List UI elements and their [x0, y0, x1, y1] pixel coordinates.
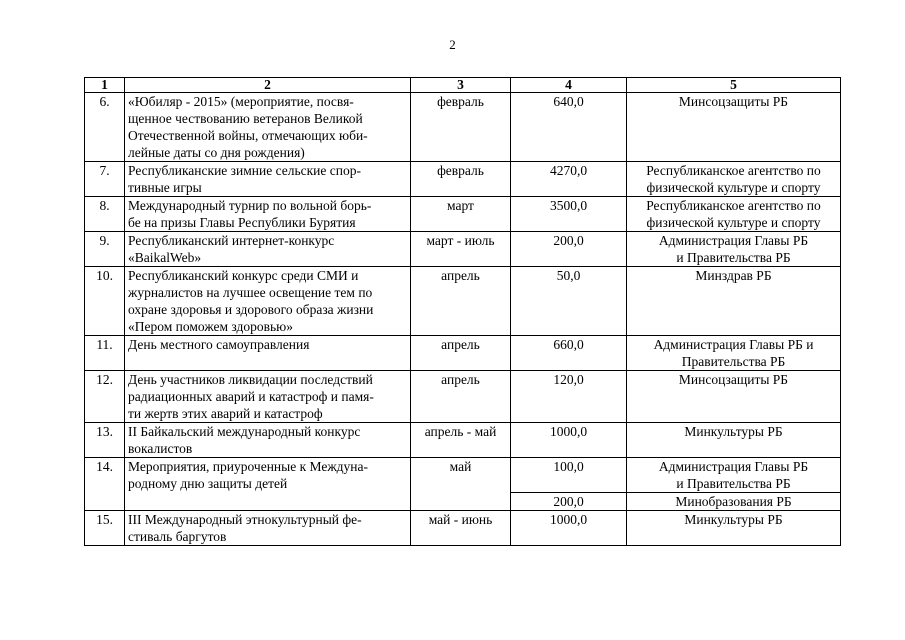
- responsible-org: Минздрав РБ: [627, 267, 841, 336]
- event-amount: 1000,0: [511, 423, 627, 458]
- event-period: март - июль: [411, 232, 511, 267]
- event-period: апрель - май: [411, 423, 511, 458]
- table-row: [85, 93, 841, 162]
- event-amount: 50,0: [511, 267, 627, 336]
- table-row: [85, 162, 841, 197]
- event-amount: 200,0: [511, 232, 627, 267]
- table-row: [85, 232, 841, 267]
- responsible-org-secondary: Минобразования РБ: [627, 493, 841, 511]
- event-period: май: [411, 458, 511, 511]
- responsible-org: Минсоцзащиты РБ: [627, 371, 841, 423]
- event-period: апрель: [411, 371, 511, 423]
- responsible-org: Минсоцзащиты РБ: [627, 93, 841, 162]
- event-name: II Байкальский международный конкурс вокалистов: [125, 423, 411, 458]
- responsible-org: Республиканское агентство по физической культуре и спорту: [627, 162, 841, 197]
- responsible-org: Минкультуры РБ: [627, 423, 841, 458]
- responsible-org: Администрация Главы РБ и Правительства РБ: [627, 232, 841, 267]
- header-col-3: 3: [411, 78, 511, 93]
- event-name: III Международный этнокультурный фе- стиваль баргутов: [125, 511, 411, 546]
- event-name: Мероприятия, приуроченные к Междуна- родному дню защиты детей: [125, 458, 411, 511]
- row-number: 8.: [85, 197, 125, 232]
- table-row: [85, 336, 841, 371]
- event-amount: 3500,0: [511, 197, 627, 232]
- header-col-1: 1: [85, 78, 125, 93]
- event-period: февраль: [411, 162, 511, 197]
- header-col-4: 4: [511, 78, 627, 93]
- table-row: [85, 511, 841, 546]
- row-number: 10.: [85, 267, 125, 336]
- table-header-row: [85, 78, 841, 93]
- row-number: 14.: [85, 458, 125, 511]
- row-number: 7.: [85, 162, 125, 197]
- table-row: [85, 371, 841, 423]
- row-number: 12.: [85, 371, 125, 423]
- responsible-org: Республиканское агентство по физической культуре и спорту: [627, 197, 841, 232]
- event-amount: 4270,0: [511, 162, 627, 197]
- events-table: [84, 77, 841, 546]
- event-name: Республиканский интернет-конкурс «BaikalWeb»: [125, 232, 411, 267]
- event-amount: 640,0: [511, 93, 627, 162]
- event-period: апрель: [411, 336, 511, 371]
- event-period: февраль: [411, 93, 511, 162]
- event-amount: 1000,0: [511, 511, 627, 546]
- event-period: май - июнь: [411, 511, 511, 546]
- event-period: март: [411, 197, 511, 232]
- page-number: 2: [449, 37, 456, 52]
- table-row: [85, 267, 841, 336]
- responsible-org: Минкультуры РБ: [627, 511, 841, 546]
- event-name: Республиканский конкурс среди СМИ и журналистов на лучшее освещение тем по охране здоровья и здорового образа жизни «Пером поможем здоровью»: [125, 267, 411, 336]
- row-number: 6.: [85, 93, 125, 162]
- header-col-5: 5: [627, 78, 841, 93]
- header-col-2: 2: [125, 78, 411, 93]
- event-period: апрель: [411, 267, 511, 336]
- event-name: День участников ликвидации последствий радиационных аварий и катастроф и памя- ти жертв этих аварий и катастроф: [125, 371, 411, 423]
- event-amount: 100,0: [511, 458, 627, 493]
- table-row: [85, 197, 841, 232]
- table-row: [85, 458, 841, 493]
- row-number: 15.: [85, 511, 125, 546]
- event-amount-secondary: 200,0: [511, 493, 627, 511]
- event-amount: 120,0: [511, 371, 627, 423]
- row-number: 11.: [85, 336, 125, 371]
- table-row: [85, 423, 841, 458]
- row-number: 13.: [85, 423, 125, 458]
- event-amount: 660,0: [511, 336, 627, 371]
- row-number: 9.: [85, 232, 125, 267]
- event-name: Международный турнир по вольной борь- бе на призы Главы Республики Бурятия: [125, 197, 411, 232]
- event-name: «Юбиляр - 2015» (мероприятие, посвя- щенное чествованию ветеранов Великой Отечественной войны, отмечающих юби- лейные даты со дня рождения): [125, 93, 411, 162]
- event-name: Республиканские зимние сельские спор- тивные игры: [125, 162, 411, 197]
- responsible-org: Администрация Главы РБ и Правительства РБ: [627, 458, 841, 493]
- event-name: День местного самоуправления: [125, 336, 411, 371]
- responsible-org: Администрация Главы РБ и Правительства РБ: [627, 336, 841, 371]
